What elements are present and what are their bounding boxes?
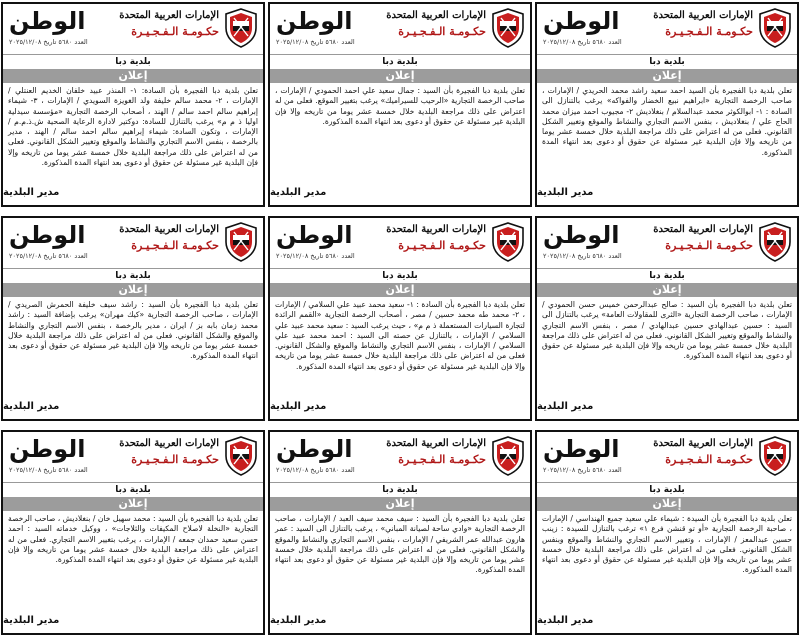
emirate-title: الإمارات العربية المتحدة xyxy=(119,10,219,21)
fujairah-emblem-icon xyxy=(491,8,525,48)
ad-heading: إعلان xyxy=(537,69,797,83)
signature: مدير البلدية xyxy=(537,615,594,626)
newspaper-logo: الوطن xyxy=(543,221,620,249)
signature: مدير البلدية xyxy=(3,187,60,198)
masthead xyxy=(270,218,530,269)
masthead xyxy=(3,4,263,55)
government-title: حكـومـة الـفـجـيـرة xyxy=(398,239,486,252)
notice-text: تعلن بلدية دبا الفجيرة بأن السيدة : شيماء علي سعيد جميع الهنداسي / الإمارات ، صاحبة الرخصة التجارية «أو تو قنشن فرع ١» ترغب بالتنازل للسيدة : زينب حسين عبدالمعز / الإمارات ، وتغيير الاسم التجاري والنشاط والموقع وبنفس الشكل القانوني. فعلى من له اعتراض على ذلك مراجعة البلدية خلال خمسة عشر يوما من تاريخه وإلا فإن البلدية غير مسئولة عن حقوق أو دعوى بعد انتهاء المدة المذكورة. xyxy=(542,514,792,575)
emirate-title: الإمارات العربية المتحدة xyxy=(653,10,753,21)
notice-text: تعلن بلدية دبا الفجيرة بأن السيد : راشد سيف خليفة الحمرش الصريدي / الإمارات ، صاحب الرخصة التجارية «كيك مهران» يرغب بإضافة السيد : راشد محمد زمان بابه بز / ايران ، مدير بالرخصة ، بنفس الاسم التجاري والنشاط والموقع والشكل القانوني. فعلى من له اعتراض على ذلك مراجعة البلدية خلال خمسة عشر يوما من تاريخه وإلا فإن البلدية غير مسئولة عن حقوق أو دعوى بعد انتهاء المدة المذكورة. xyxy=(8,300,258,361)
signature: مدير البلدية xyxy=(270,187,327,198)
notice-text: تعلن بلدية دبا الفجيرة بأن السيد احمد سعيد راشد محمد الحريدي / الإمارات ، صاحب الرخصة التجارية «ابراهيم نبيع الخضار والفواكه» يرغب بالتنازل الى السادة : ١- ابوالكوثر محمد عبدالسلام / بنغلاديش ٢- مجيوب احمد ميزان محمد الحاج علي / بنغلاديش ، بنفس الاسم التجاري والنشاط والموقع وتغيير الشكل القانوني. فعلى من له اعتراض على ذلك مراجعة البلدية خلال خمسة عشر يوما من تاريخه وإلا فإن البلدية غير مسئولة عن حقوق أو دعوى بعد انتهاء المدة المذكورة. xyxy=(542,86,792,157)
ad-heading: إعلان xyxy=(3,69,263,83)
fujairah-emblem-icon xyxy=(224,222,258,262)
fujairah-emblem-icon xyxy=(491,436,525,476)
issue-line: العدد ٥٦٨٠ تاريخ ٢٠٢٥/١٢/٠٨ xyxy=(9,466,88,474)
municipality-name: بلدية دبا xyxy=(649,271,685,281)
issue-line: العدد ٥٦٨٠ تاريخ ٢٠٢٥/١٢/٠٨ xyxy=(276,466,355,474)
masthead xyxy=(3,432,263,483)
emirate-title: الإمارات العربية المتحدة xyxy=(386,224,486,235)
issue-line: العدد ٥٦٨٠ تاريخ ٢٠٢٥/١٢/٠٨ xyxy=(276,252,355,260)
government-title: حكـومـة الـفـجـيـرة xyxy=(131,239,219,252)
ad-heading: إعلان xyxy=(3,497,263,511)
fujairah-emblem-icon xyxy=(224,8,258,48)
signature: مدير البلدية xyxy=(270,615,327,626)
municipality-name: بلدية دبا xyxy=(649,57,685,67)
newspaper-logo: الوطن xyxy=(9,7,86,35)
notice-text: تعلن بلدية دبا الفجيرة بأن السادة: ١- المنذر عبيد خلفان الخديم العنتلي / الإمارات ، ٢- محمد سالم خليفة ولد الغويزة السويدي / الإمارات ، ٣- شيماء إبراهيم سالم احمد سالم / الهند ، أصحاب الرخصة التجارية «مؤسسة سيدلية اوليا ذ م م» يرغب بالتنازل للسادة: دوكتير لادارة الرعاية الصحية ش.ذ.م.م / الإمارات ، وتكون السادة: شيماء إبراهيم سالم احمد سالم / الهند ، مدير بالرخصة ، بنفس الاسم التجاري والنشاط والموقع وتغيير الشكل القانوني. فعلى من له اعتراض على ذلك مراجعة البلدية خلال خمسة عشر يوما من تاريخه وإلا فإن البلدية غير مسئولة عن حقوق أو دعوى بعد انتهاء المدة المذكورة. xyxy=(8,86,258,168)
masthead xyxy=(270,4,530,55)
government-title: حكـومـة الـفـجـيـرة xyxy=(398,453,486,466)
issue-line: العدد ٥٦٨٠ تاريخ ٢٠٢٥/١٢/٠٨ xyxy=(543,38,622,46)
newspaper-logo: الوطن xyxy=(543,7,620,35)
masthead xyxy=(537,218,797,269)
signature: مدير البلدية xyxy=(537,187,594,198)
issue-line: العدد ٥٦٨٠ تاريخ ٢٠٢٥/١٢/٠٨ xyxy=(9,252,88,260)
newspaper-logo: الوطن xyxy=(276,435,353,463)
newspaper-logo: الوطن xyxy=(9,435,86,463)
issue-line: العدد ٥٦٨٠ تاريخ ٢٠٢٥/١٢/٠٨ xyxy=(543,466,622,474)
ad-heading: إعلان xyxy=(270,283,530,297)
emirate-title: الإمارات العربية المتحدة xyxy=(386,438,486,449)
fujairah-emblem-icon xyxy=(758,8,792,48)
emirate-title: الإمارات العربية المتحدة xyxy=(119,438,219,449)
notice-card xyxy=(1,430,265,635)
newspaper-logo: الوطن xyxy=(9,221,86,249)
emirate-title: الإمارات العربية المتحدة xyxy=(653,224,753,235)
notice-text: تعلن بلدية دبا الفجيرة بأن السيد : سيف محمد سيف العبد / الإمارات ، صاحب الرخصة التجارية «وادي ساحة لصيانة المباني» ، يرغب بالتنازل الى السيد : عمر هارون عبدالله عمر الشريفي / الإمارات ، بنفس الاسم التجاري والنشاط والموقع والشكل القانوني. فعلى من له اعتراض على ذلك مراجعة البلدية خلال خمسة عشر يوما من تاريخه وإلا فإن البلدية غير مسئولة عن حقوق أو دعوى بعد انتهاء المدة المذكورة. xyxy=(275,514,525,575)
notice-text: تعلن بلدية دبا الفجيرة بأن السيد : جمال سعيد علي احمد الحمودي / الإمارات ، صاحب الرخصة التجارية «الرحيب للسيراميك» يرغب بتغيير الموقع. فعلى من له اعتراض على ذلك مراجعة البلدية خلال خمسة عشر يوما من تاريخه وإلا فإن البلدية غير مسئولة عن حقوق أو دعوى بعد انتهاء المدة المذكورة. xyxy=(275,86,525,126)
emirate-title: الإمارات العربية المتحدة xyxy=(119,224,219,235)
notice-card xyxy=(535,2,799,207)
notice-text: تعلن بلدية دبا الفجيرة بأن السيد : محمد سهيل خان / بنغلاديش ، صاحب الرخصة التجارية «النخلة لاصلاح المكيفات والثلاجات» ، ووكيل خدماته السيد : احمد حسن سعيد حمدان جمعه / الإمارات ، يرغب بتغيير الاسم التجاري. فعلى من له اعتراض على ذلك مراجعة البلدية خلال خمسة عشر يوما من تاريخه وإلا فإن البلدية غير مسئولة عن حقوق أو دعوى بعد انتهاء المدة المذكورة. xyxy=(8,514,258,565)
newspaper-logo: الوطن xyxy=(276,7,353,35)
signature: مدير البلدية xyxy=(537,401,594,412)
municipality-name: بلدية دبا xyxy=(115,57,151,67)
masthead xyxy=(537,4,797,55)
issue-line: العدد ٥٦٨٠ تاريخ ٢٠٢٥/١٢/٠٨ xyxy=(276,38,355,46)
fujairah-emblem-icon xyxy=(758,436,792,476)
government-title: حكـومـة الـفـجـيـرة xyxy=(131,453,219,466)
signature: مدير البلدية xyxy=(3,615,60,626)
ad-heading: إعلان xyxy=(270,69,530,83)
ad-heading: إعلان xyxy=(537,283,797,297)
notice-card xyxy=(535,216,799,421)
notice-card xyxy=(535,430,799,635)
government-title: حكـومـة الـفـجـيـرة xyxy=(398,25,486,38)
notice-card xyxy=(268,430,532,635)
notice-text: تعلن بلدية دبا الفجيرة بأن السيد : صالح عبدالرحمن خميس حسن الحمودي / الإمارات ، صاحب الرخصة التجارية «الثرى للمقاولات العامة» يرغب بالتنازل الى السيد : حسين عبدالهادي حسين عبدالهادي / مصر ، بنفس الاسم التجاري والنشاط والموقع وتغيير الشكل القانوني. فعلى من له اعتراض على ذلك مراجعة البلدية خلال خمسة عشر يوما من تاريخه وإلا فإن البلدية غير مسئولة عن حقوق أو دعوى بعد انتهاء المدة المذكورة. xyxy=(542,300,792,361)
notice-card xyxy=(1,216,265,421)
newspaper-logo: الوطن xyxy=(543,435,620,463)
ad-heading: إعلان xyxy=(3,283,263,297)
ad-heading: إعلان xyxy=(537,497,797,511)
issue-line: العدد ٥٦٨٠ تاريخ ٢٠٢٥/١٢/٠٨ xyxy=(543,252,622,260)
fujairah-emblem-icon xyxy=(491,222,525,262)
notice-card xyxy=(268,216,532,421)
issue-line: العدد ٥٦٨٠ تاريخ ٢٠٢٥/١٢/٠٨ xyxy=(9,38,88,46)
masthead xyxy=(537,432,797,483)
municipality-name: بلدية دبا xyxy=(382,271,418,281)
masthead xyxy=(270,432,530,483)
notice-text: تعلن بلدية دبا الفجيرة بأن السادة : ١- سعيد محمد عبيد علي السلامي / الإمارات ، ٢- محمد طه محمد حسين / مصر ، أصحاب الرخصة التجارية «القمم الرائدة لتجارة السيارات المستعملة ذ م م» ، حيث يرغب السيد : سعيد محمد عبيد علي السلامي / الإمارات ، بالتنازل عن حصته الى السيد : احمد محمد عبيد علي السلامي / الإمارات ، بنفس الاسم التجاري والنشاط والموقع والشكل القانوني. فعلى من له اعتراض على ذلك مراجعة البلدية خلال خمسة عشر يوما من تاريخه وإلا فإن البلدية غير مسئولة عن حقوق أو دعوى بعد انتهاء المدة المذكورة. xyxy=(275,300,525,371)
signature: مدير البلدية xyxy=(3,401,60,412)
notice-card xyxy=(1,2,265,207)
signature: مدير البلدية xyxy=(270,401,327,412)
emirate-title: الإمارات العربية المتحدة xyxy=(653,438,753,449)
government-title: حكـومـة الـفـجـيـرة xyxy=(665,25,753,38)
municipality-name: بلدية دبا xyxy=(382,485,418,495)
ad-heading: إعلان xyxy=(270,497,530,511)
municipality-name: بلدية دبا xyxy=(115,485,151,495)
municipality-name: بلدية دبا xyxy=(382,57,418,67)
masthead xyxy=(3,218,263,269)
emirate-title: الإمارات العربية المتحدة xyxy=(386,10,486,21)
government-title: حكـومـة الـفـجـيـرة xyxy=(665,453,753,466)
fujairah-emblem-icon xyxy=(224,436,258,476)
notice-card xyxy=(268,2,532,207)
newspaper-logo: الوطن xyxy=(276,221,353,249)
government-title: حكـومـة الـفـجـيـرة xyxy=(131,25,219,38)
municipality-name: بلدية دبا xyxy=(649,485,685,495)
government-title: حكـومـة الـفـجـيـرة xyxy=(665,239,753,252)
municipality-name: بلدية دبا xyxy=(115,271,151,281)
fujairah-emblem-icon xyxy=(758,222,792,262)
